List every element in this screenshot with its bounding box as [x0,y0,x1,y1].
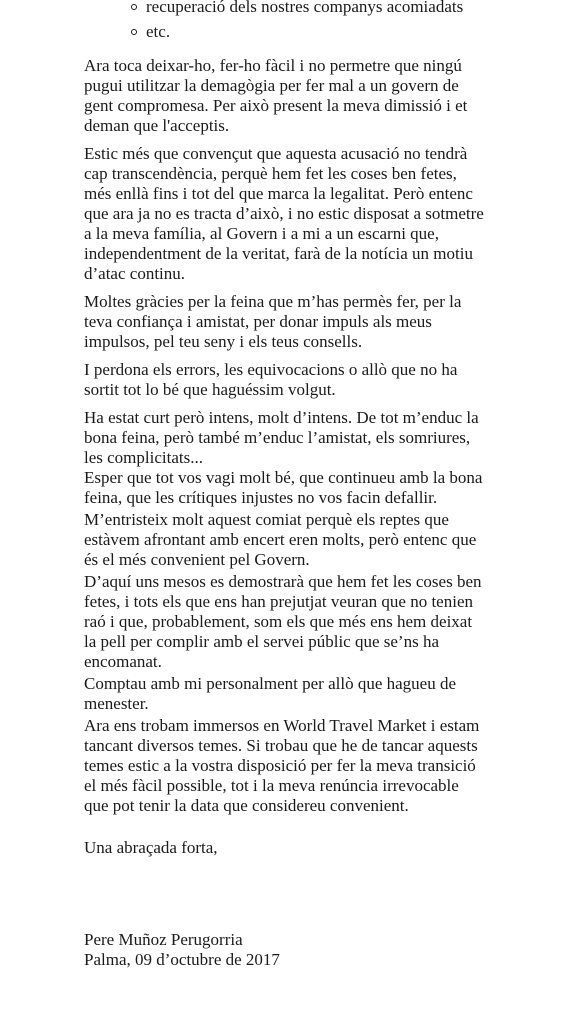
bullet-circle-icon [131,29,137,35]
paragraph-months: D’aquí uns mesos es demostrarà que hem fet les coses ben fetes, i tots els que ens han prejutjat veuran que no tenien raó i que, probablement, som els que més ens hem deixat la pell per complir amb el servei públic que se’ns ha encomanat. [84,572,482,671]
paragraph-farewell: M’entristeix molt aquest comiat perquè els reptes que estàvem afrontant amb encert eren molts, però entenc que és el més convenient pel Govern. [84,510,477,569]
bullet-list [84,0,524,47]
list-item [84,0,524,22]
list-item-text: recuperació dels nostres companys acomiadats [146,0,464,16]
paragraph-intense: Ha estat curt però intens, molt d’intens. De tot m’enduc la bona feina, però també m’enduc l’amistat, els somriures, les complicitats... [84,408,479,467]
list-item-text: etc. [146,22,171,41]
paragraph-accusation: Estic més que convençut que aquesta acusació no tendrà cap transcendència, perquè hem fet les coses ben fetes, més enllà fins i tot del que marca la legalitat. Però entenc que ara ja no es tracta d’això, i no estic disposat a sotmetre a la meva família, al Govern i a mi a un escarni que, independentment de la veritat, farà de la notícia un motiu d’atac continu. [84,144,484,283]
list-item [84,22,524,47]
paragraph-resignation: Ara toca deixar-ho, fer-ho fàcil i no permetre que ningú pugui utilitzar la demagògia per fer mal a un govern de gent compromesa. Per això present la meva dimissió i et deman que l'acceptis. [84,56,468,135]
paragraph-thanks: Moltes gràcies per la feina que m’has permès fer, per la teva confiança i amistat, per donar impuls als meus impulsos, pel teu seny i els teus consells. [84,292,462,351]
closing-line: Una abraçada forta, [84,838,218,857]
letter-body [84,0,524,970]
paragraph-count-on-me: Comptau amb mi personalment per allò que hagueu de menester. [84,674,457,713]
signature-block [84,930,524,970]
bullet-circle-icon [131,4,137,10]
signature-place-date: Palma, 09 d’octubre de 2017 [84,950,280,969]
signature-name: Pere Muñoz Perugorria [84,930,243,949]
paragraph-apology: I perdona els errors, les equivocacions o allò que no ha sortit tot lo bé que haguéssim volgut. [84,360,458,399]
paragraph-wishes: Esper que tot vos vagi molt bé, que continueu amb la bona feina, que les crítiques injustes no vos facin defallir. [84,468,483,507]
paragraph-wtm: Ara ens trobam immersos en World Travel Market i estam tancant diversos temes. Si trobau que he de tancar aquests temes estic a la vostra disposició per fer la meva transició el més fàcil possible, tot i la meva renúncia irrevocable que pot tenir la data que considereu convenient. [84,716,480,815]
